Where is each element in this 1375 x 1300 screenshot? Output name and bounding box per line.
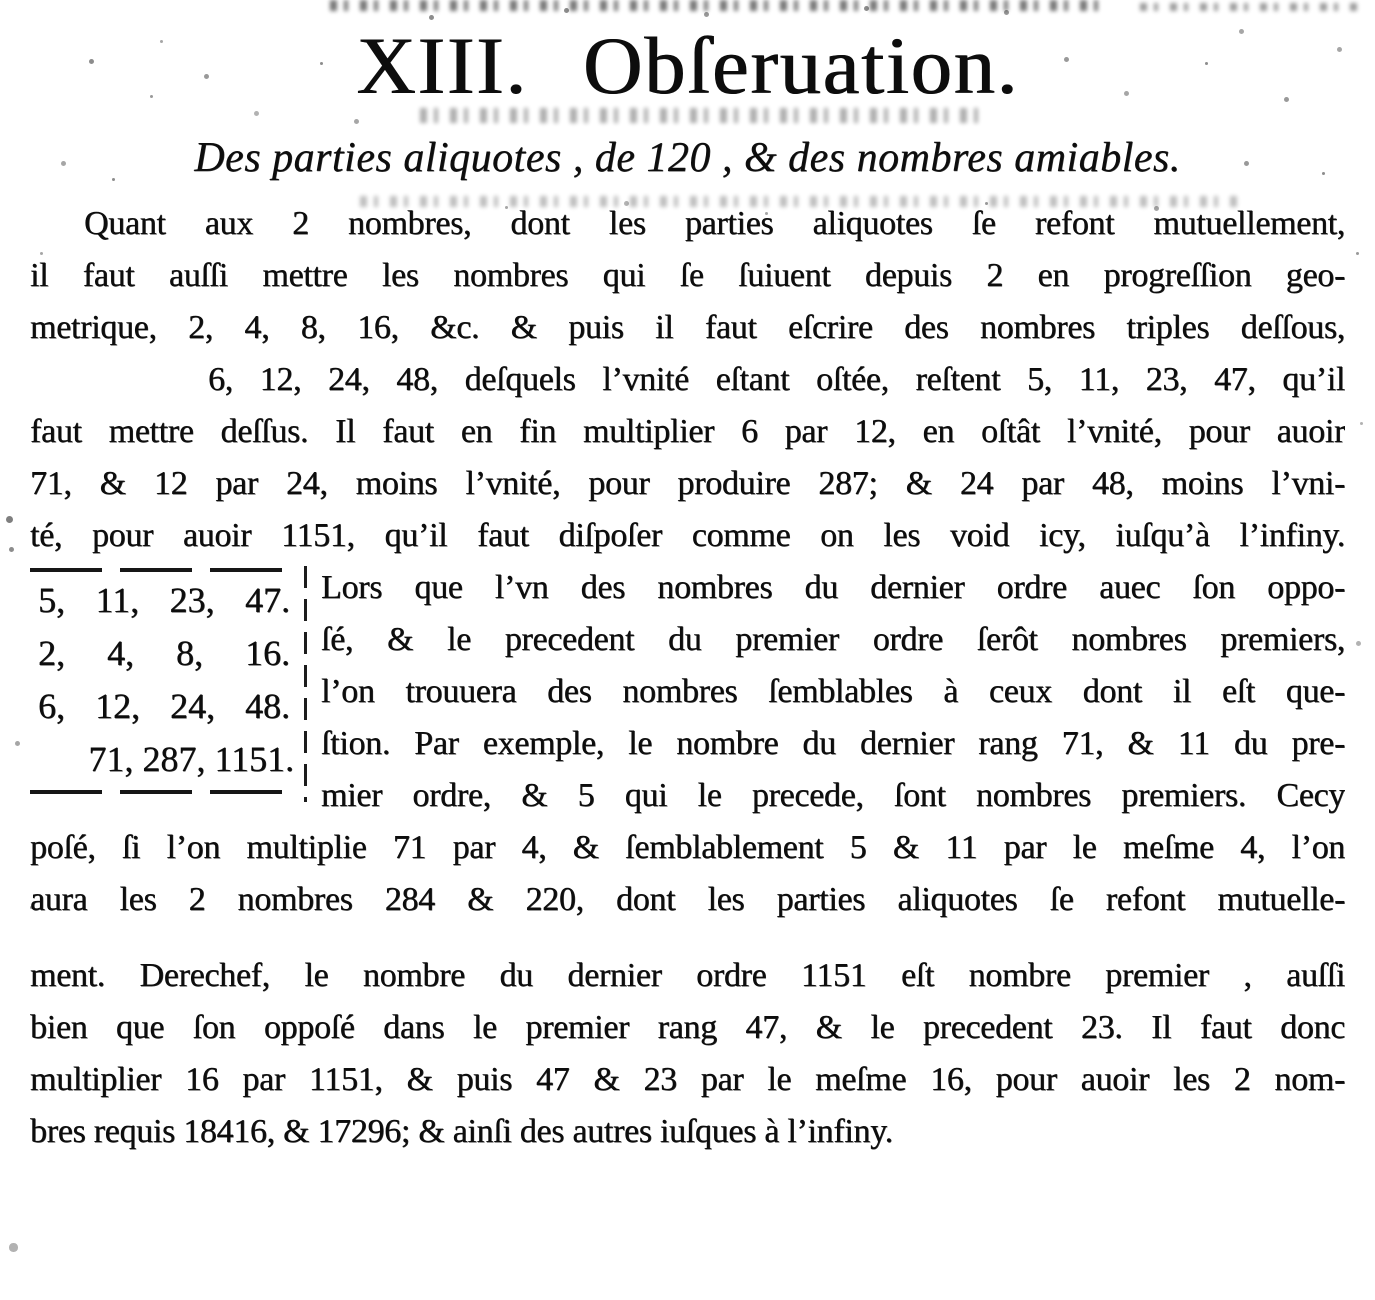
body-text	[30, 198, 1345, 1158]
table-row: 2, 4, 8, 16.	[38, 632, 290, 673]
text-line: bien que ſon oppoſé dans le premier rang 47, & le precedent 23. Il faut donc	[30, 1008, 1345, 1046]
text-line: ſé, & le precedent du premier ordre ſerôt nombres premiers,	[321, 620, 1345, 658]
table-row: 71, 287, 1151.	[88, 738, 294, 779]
text-line: té, pour auoir 1151, qu’il faut diſpoſer comme on les void icy, iuſqu’à l’infiny.	[30, 516, 1345, 554]
text-line: metrique, 2, 4, 8, 16, &c. & puis il faut eſcrire des nombres triples deſſous,	[30, 308, 1345, 346]
page-title	[30, 20, 1345, 111]
table-vertical-rule	[304, 566, 307, 802]
text-line: il faut auſſi mettre les nombres qui ſe ſuiuent depuis 2 en progreſſion geo-	[30, 256, 1345, 294]
table-row: 6, 12, 24, 48.	[38, 685, 290, 726]
text-line: poſé, ſi l’on multiplie 71 par 4, & ſemblablement 5 & 11 par le meſme 4, l’on	[30, 828, 1345, 866]
text-line: mier ordre, & 5 qui le precede, ſont nombres premiers. Cecy	[321, 776, 1345, 814]
text-line: ment. Derechef, le nombre du dernier ordre 1151 eſt nombre premier , auſſi	[30, 956, 1345, 994]
table-bottom-rule	[30, 790, 298, 794]
wrapped-text-column	[321, 562, 1345, 822]
scan-smudge-top	[330, 0, 1100, 11]
aliquot-table	[30, 562, 298, 794]
text-line: multiplier 16 par 1151, & puis 47 & 23 par le meſme 16, pour auoir les 2 nom-	[30, 1060, 1345, 1098]
table-top-rule	[30, 568, 298, 572]
text-line: ſtion. Par exemple, le nombre du dernier rang 71, & 11 du pre-	[321, 724, 1345, 762]
text-line: faut mettre deſſus. Il faut en fin multiplier 6 par 12, en oſtât l’vnité, pour auoir	[30, 412, 1345, 450]
observation-word: Obſeruation.	[582, 20, 1019, 111]
scan-noise-dots	[0, 0, 3, 3]
text-line: bres requis 18416, & 17296; & ainſi des autres iuſques à l’infiny.	[30, 1112, 893, 1150]
text-line: Lors que l’vn des nombres du dernier ordre auec ſon oppo-	[321, 568, 1345, 606]
observation-number: XIII.	[356, 20, 528, 111]
text-line: l’on trouuera des nombres ſemblables à ceux dont il eſt que-	[321, 672, 1345, 710]
table-row: 5, 11, 23, 47.	[38, 579, 290, 620]
text-line: Quant aux 2 nombres, dont les parties aliquotes ſe refont mutuellement,	[84, 204, 1345, 242]
text-line: aura les 2 nombres 284 & 220, dont les parties aliquotes ſe refont mutuelle-	[30, 880, 1345, 918]
text-line: 6, 12, 24, 48, deſquels l’vnité eſtant oſtée, reſtent 5, 11, 23, 47, qu’il	[208, 360, 1345, 398]
scan-smudge-top-right	[1140, 3, 1360, 11]
text-line: 71, & 12 par 24, moins l’vnité, pour produire 287; & 24 par 48, moins l’vni-	[30, 464, 1345, 502]
table-and-wrapped-text	[30, 562, 1345, 822]
page-subtitle: Des parties aliquotes , de 120 , & des nombres amiables.	[194, 134, 1181, 181]
